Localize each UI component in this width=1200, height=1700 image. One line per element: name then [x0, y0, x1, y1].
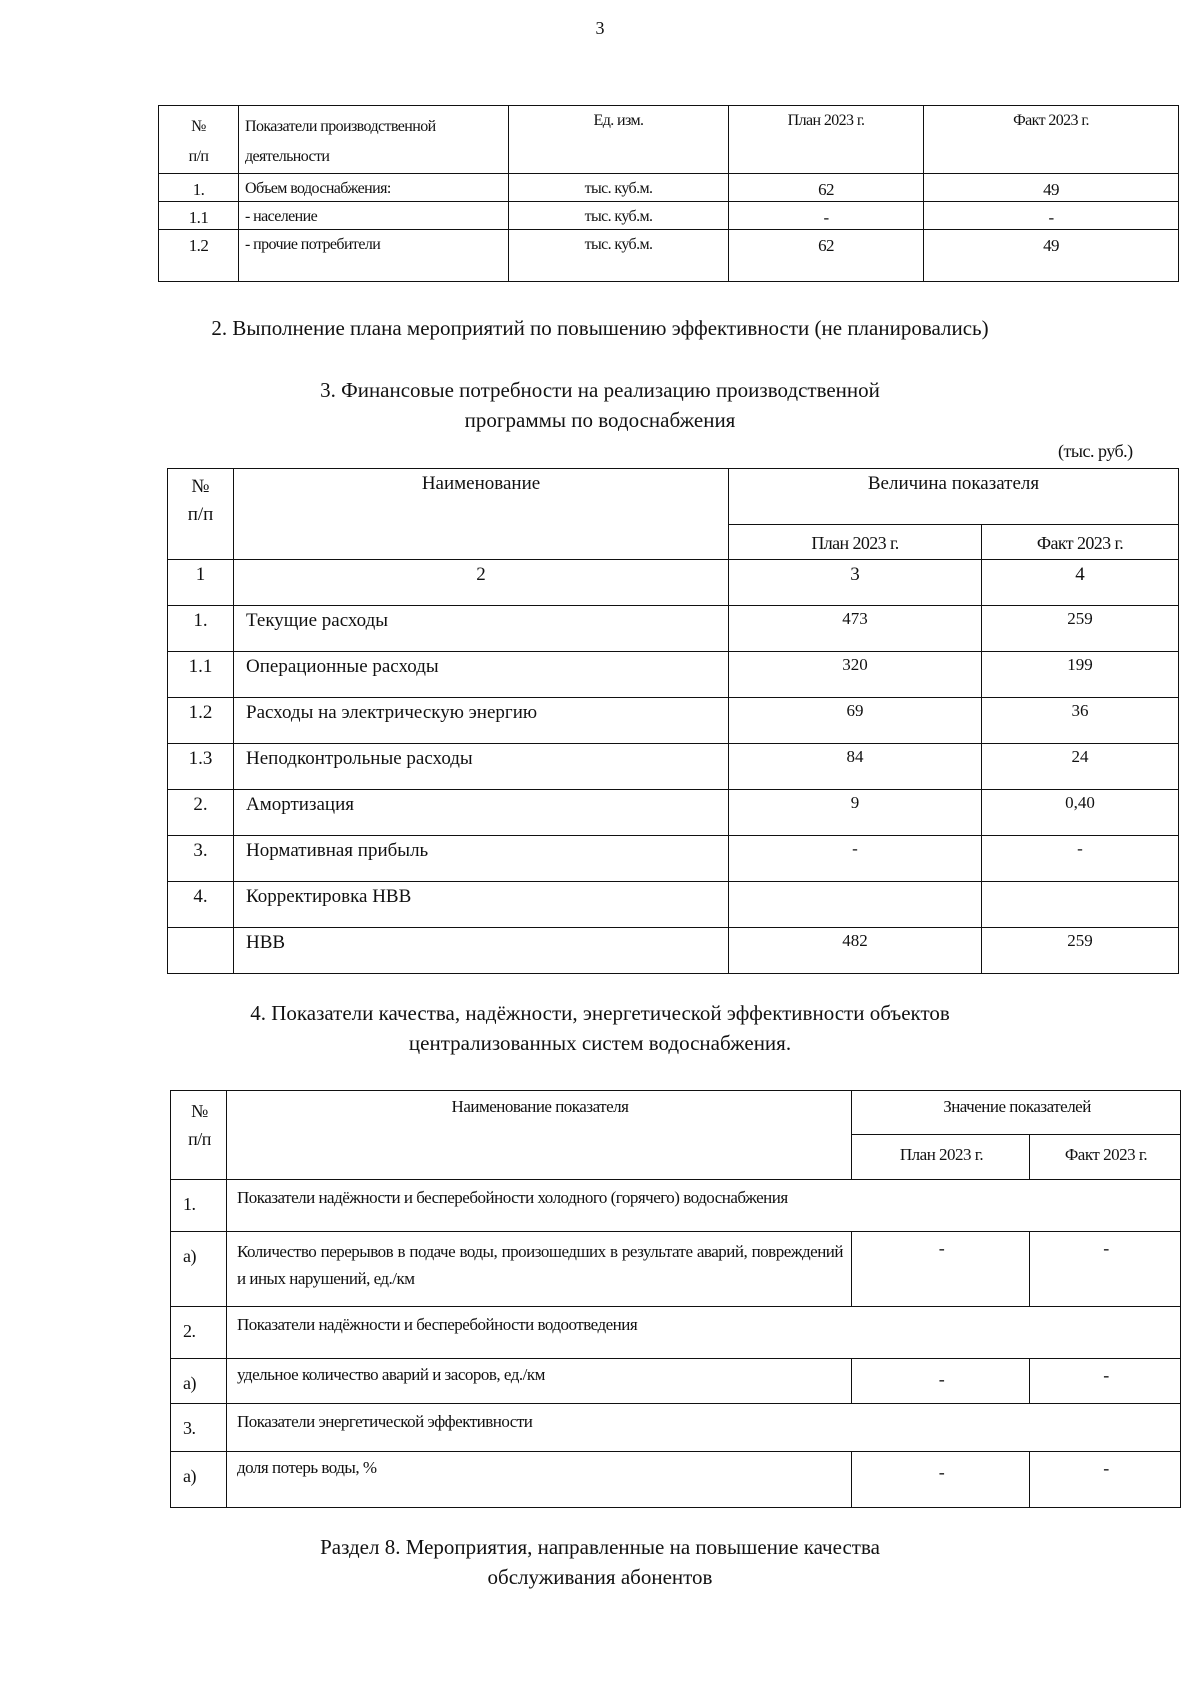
row-plan: - — [852, 1359, 1030, 1404]
num-header: № — [191, 118, 206, 135]
production-indicators-table — [158, 105, 1179, 282]
group-name: Показатели надёжности и бесперебойности холодного (горячего) водоснабжения — [227, 1180, 1181, 1232]
row-name: - прочие потребители — [239, 230, 509, 282]
indicator-header: Показатели производственной — [245, 118, 436, 135]
row-fact: 199 — [982, 652, 1179, 698]
group-number: 2. — [171, 1307, 227, 1359]
group-row — [171, 1404, 1181, 1452]
row-name: удельное количество аварий и засоров, ед./км — [227, 1359, 852, 1404]
row-fact: 24 — [982, 744, 1179, 790]
section-3-heading-line1: 3. Финансовые потребности на реализацию производственной — [320, 378, 880, 402]
row-fact: 49 — [924, 230, 1179, 282]
group-number: 3. — [171, 1404, 227, 1452]
group-row — [171, 1307, 1181, 1359]
row-plan: - — [729, 202, 924, 230]
row-plan: 473 — [729, 606, 982, 652]
fact-header: Факт 2023 г. — [982, 525, 1179, 560]
name-header: Наименование показателя — [227, 1091, 852, 1180]
row-plan: 9 — [729, 790, 982, 836]
group-name: Показатели энергетической эффективности — [227, 1404, 1181, 1452]
row-plan: - — [852, 1232, 1030, 1307]
row-plan: - — [852, 1452, 1030, 1508]
num-header: № — [191, 476, 210, 497]
row-number: 1.3 — [168, 744, 234, 790]
table-row — [159, 202, 1179, 230]
row-plan: - — [729, 836, 982, 882]
row-name: Количество перерывов в подаче воды, произошедших в результате аварий, повреждений и иных нарушений, ед./км — [227, 1232, 852, 1307]
section-8-heading — [0, 1532, 1200, 1592]
section-4-heading-line1: 4. Показатели качества, надёжности, энергетической эффективности объектов — [250, 1001, 950, 1025]
section-3-heading — [0, 375, 1200, 435]
row-number: 1.2 — [159, 230, 239, 282]
row-fact: - — [924, 202, 1179, 230]
fact-header: Факт 2023 г. — [1030, 1135, 1181, 1180]
indicator-header-sub: деятельности — [245, 148, 330, 165]
section-2-heading: 2. Выполнение плана мероприятий по повышению эффективности (не планировались) — [211, 316, 989, 340]
table-row — [171, 1452, 1181, 1508]
group-name: Показатели надёжности и бесперебойности водоотведения — [227, 1307, 1181, 1359]
row-unit: тыс. куб.м. — [509, 174, 729, 202]
value-header: Величина показателя — [729, 469, 1179, 525]
row-number: 4. — [168, 882, 234, 928]
section-4-heading-line2: централизованных систем водоснабжения. — [408, 1031, 792, 1055]
row-fact: - — [1030, 1359, 1181, 1404]
num-header-sub: п/п — [188, 1129, 211, 1149]
row-name: НВВ — [234, 928, 729, 974]
section-8-heading-line2: обслуживания абонентов — [487, 1565, 713, 1589]
table-row — [171, 1232, 1181, 1307]
group-row — [171, 1180, 1181, 1232]
table-row — [168, 606, 1179, 652]
fact-header: Факт 2023 г. — [924, 106, 1179, 174]
row-fact — [982, 882, 1179, 928]
row-plan: 69 — [729, 698, 982, 744]
row-fact: 259 — [982, 928, 1179, 974]
group-number: 1. — [171, 1180, 227, 1232]
column-numbers-row — [168, 560, 1179, 606]
row-plan: 62 — [729, 174, 924, 202]
row-fact: 36 — [982, 698, 1179, 744]
financial-needs-table — [167, 468, 1179, 974]
row-name: Текущие расходы — [234, 606, 729, 652]
row-name: Нормативная прибыль — [234, 836, 729, 882]
row-name: - население — [239, 202, 509, 230]
table-row — [168, 882, 1179, 928]
row-number: 1. — [168, 606, 234, 652]
column-number: 1 — [168, 560, 234, 606]
plan-header: План 2023 г. — [852, 1135, 1030, 1180]
row-number: 1.2 — [168, 698, 234, 744]
row-name: Объем водоснабжения: — [239, 174, 509, 202]
table-row — [168, 790, 1179, 836]
row-number — [168, 928, 234, 974]
row-plan: 320 — [729, 652, 982, 698]
table-row — [159, 230, 1179, 282]
row-plan: 84 — [729, 744, 982, 790]
units-note: (тыс. руб.) — [1058, 441, 1133, 461]
column-number: 3 — [729, 560, 982, 606]
row-unit: тыс. куб.м. — [509, 230, 729, 282]
row-fact: - — [982, 836, 1179, 882]
table-row — [168, 698, 1179, 744]
table-row — [159, 174, 1179, 202]
plan-header: План 2023 г. — [729, 106, 924, 174]
row-name: Расходы на электрическую энергию — [234, 698, 729, 744]
row-fact: 49 — [924, 174, 1179, 202]
quality-indicators-table — [170, 1090, 1181, 1508]
row-name: Корректировка НВВ — [234, 882, 729, 928]
page-number: 3 — [595, 18, 605, 38]
unit-header: Ед. изм. — [509, 106, 729, 174]
num-header-sub: п/п — [187, 504, 214, 525]
num-header: № — [191, 1101, 208, 1121]
table-header-row — [171, 1091, 1181, 1135]
row-number: а) — [171, 1232, 227, 1307]
row-fact: - — [1030, 1452, 1181, 1508]
row-number: 1. — [159, 174, 239, 202]
num-header-sub: п/п — [188, 148, 209, 165]
table-row — [168, 652, 1179, 698]
table-header-row — [159, 106, 1179, 174]
row-name: Неподконтрольные расходы — [234, 744, 729, 790]
row-plan: 482 — [729, 928, 982, 974]
row-number: 1.1 — [159, 202, 239, 230]
table-row-total — [168, 928, 1179, 974]
row-number: 2. — [168, 790, 234, 836]
value-header: Значение показателей — [852, 1091, 1181, 1135]
row-name: Операционные расходы — [234, 652, 729, 698]
row-number: 3. — [168, 836, 234, 882]
table-row — [168, 836, 1179, 882]
section-3-heading-line2: программы по водоснабжения — [464, 408, 736, 432]
plan-header: План 2023 г. — [729, 525, 982, 560]
section-4-heading — [0, 998, 1200, 1058]
row-unit: тыс. куб.м. — [509, 202, 729, 230]
section-8-heading-line1: Раздел 8. Мероприятия, направленные на повышение качества — [320, 1535, 880, 1559]
row-fact: 0,40 — [982, 790, 1179, 836]
column-number: 2 — [234, 560, 729, 606]
table-row — [168, 744, 1179, 790]
row-plan — [729, 882, 982, 928]
name-header: Наименование — [234, 469, 729, 560]
row-number: 1.1 — [168, 652, 234, 698]
row-name: Амортизация — [234, 790, 729, 836]
row-number: а) — [171, 1452, 227, 1508]
row-fact: 259 — [982, 606, 1179, 652]
row-name: доля потерь воды, % — [227, 1452, 852, 1508]
table-row — [171, 1359, 1181, 1404]
row-number: а) — [171, 1359, 227, 1404]
row-plan: 62 — [729, 230, 924, 282]
column-number: 4 — [982, 560, 1179, 606]
row-fact: - — [1030, 1232, 1181, 1307]
table-header-row — [168, 469, 1179, 525]
